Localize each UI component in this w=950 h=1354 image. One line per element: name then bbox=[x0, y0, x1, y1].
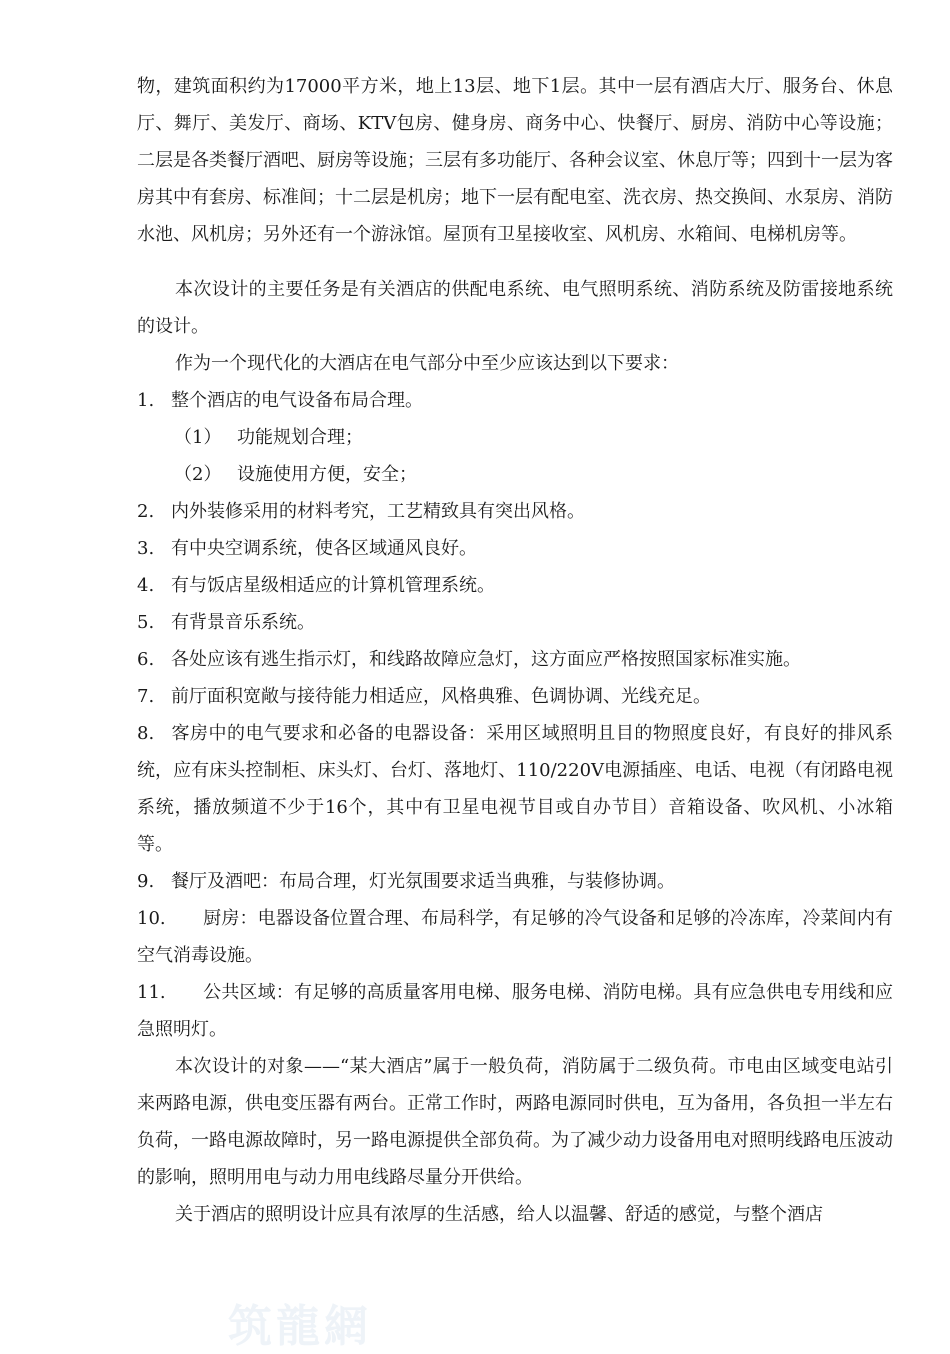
list-item bbox=[137, 604, 893, 641]
list-item bbox=[137, 641, 893, 678]
list-item-number: 1. bbox=[137, 390, 155, 411]
watermark-logo: 筑龍網 bbox=[228, 1301, 372, 1352]
list-item-text: 有与饭店星级相适应的计算机管理系统。 bbox=[171, 575, 495, 596]
requirements-intro: 作为一个现代化的大酒店在电气部分中至少应该达到以下要求： bbox=[175, 353, 679, 374]
list-item-text: 餐厅及酒吧：布局合理，灯光氛围要求适当典雅，与装修协调。 bbox=[171, 871, 675, 892]
list-item bbox=[137, 382, 893, 419]
list-item-number: 11. bbox=[137, 982, 166, 1003]
list-item bbox=[137, 567, 893, 604]
list-item-text: 有中央空调系统，使各区域通风良好。 bbox=[171, 538, 477, 559]
list-item-text: 各处应该有逃生指示灯，和线路故障应急灯，这方面应严格按照国家标准实施。 bbox=[171, 649, 801, 670]
paragraph-gap bbox=[137, 253, 893, 271]
sub-list-item bbox=[137, 456, 893, 493]
intro-paragraph: 物，建筑面积约为17000平方米，地上13层、地下1层。其中一层有酒店大厅、服务台、休息厅、舞厅、美发厅、商场、KTV包房、健身房、商务中心、快餐厅、厨房、消防中心等设施；二层是各类餐厅酒吧、厨房等设施；三层有多功能厅、各种会议室、休息厅等；四到十一层为客房其中有套房、标准间；十二层是机房；地下一层有配电室、洗衣房、热交换间、水泵房、消防水池、风机房；另外还有一个游泳馆。屋顶有卫星接收室、风机房、水箱间、电梯机房等。 bbox=[137, 76, 893, 245]
lighting-paragraph: 关于酒店的照明设计应具有浓厚的生活感，给人以温馨、舒适的感觉，与整个酒店 bbox=[175, 1204, 823, 1225]
list-item-text: 客房中的电气要求和必备的电器设备：采用区域照明且目的物照度良好，有良好的排风系统，应有床头控制柜、床头灯、台灯、落地灯、110/220V电源插座、电话、电视（有闭路电视系统，播放频道不少于16个，其中有卫星电视节目或自办节目）音箱设备、吹风机、小冰箱等。 bbox=[137, 723, 893, 855]
list-item-number: 8. bbox=[137, 723, 155, 744]
list-item-text: 公共区域：有足够的高质量客用电梯、服务电梯、消防电梯。具有应急供电专用线和应急照明灯。 bbox=[137, 982, 893, 1040]
list-item-text: 前厅面积宽敞与接待能力相适应，风格典雅、色调协调、光线充足。 bbox=[171, 686, 711, 707]
sub-list-item-text: 功能规划合理； bbox=[237, 427, 363, 448]
list-item bbox=[137, 863, 893, 900]
list-item-text: 有背景音乐系统。 bbox=[171, 612, 315, 633]
list-item-number: 7. bbox=[137, 686, 155, 707]
list-item-text: 厨房：电器设备位置合理、布局科学，有足够的冷气设备和足够的冷冻库，冷菜间内有空气消毒设施。 bbox=[137, 908, 893, 966]
list-item-text: 整个酒店的电气设备布局合理。 bbox=[171, 390, 423, 411]
list-item bbox=[137, 900, 893, 974]
list-item-number: 9. bbox=[137, 871, 155, 892]
list-item bbox=[137, 678, 893, 715]
sub-list-item-text: 设施使用方便，安全； bbox=[237, 464, 417, 485]
list-item-number: 2. bbox=[137, 501, 155, 522]
object-paragraph: 本次设计的对象——“某大酒店”属于一般负荷，消防属于二级负荷。市电由区域变电站引来两路电源，供电变压器有两台。正常工作时，两路电源同时供电，互为备用，各负担一半左右负荷，一路电源故障时，另一路电源提供全部负荷。为了减少动力设备用电对照明线路电压波动的影响，照明用电与动力用电线路尽量分开供给。 bbox=[137, 1056, 893, 1188]
list-item-number: 10. bbox=[137, 908, 166, 929]
list-item-number: 3. bbox=[137, 538, 155, 559]
list-item bbox=[137, 493, 893, 530]
sub-list-item bbox=[137, 419, 893, 456]
task-paragraph: 本次设计的主要任务是有关酒店的供配电系统、电气照明系统、消防系统及防雷接地系统的设计。 bbox=[137, 279, 893, 337]
list-item-number: 6. bbox=[137, 649, 155, 670]
sub-list-item-number: （1） bbox=[174, 427, 222, 448]
list-item bbox=[137, 715, 893, 863]
list-item-number: 5. bbox=[137, 612, 155, 633]
list-item bbox=[137, 530, 893, 567]
document-page bbox=[137, 68, 893, 1233]
list-item-text: 内外装修采用的材料考究，工艺精致具有突出风格。 bbox=[171, 501, 585, 522]
list-item bbox=[137, 974, 893, 1048]
sub-list-item-number: （2） bbox=[174, 464, 222, 485]
list-item-number: 4. bbox=[137, 575, 155, 596]
